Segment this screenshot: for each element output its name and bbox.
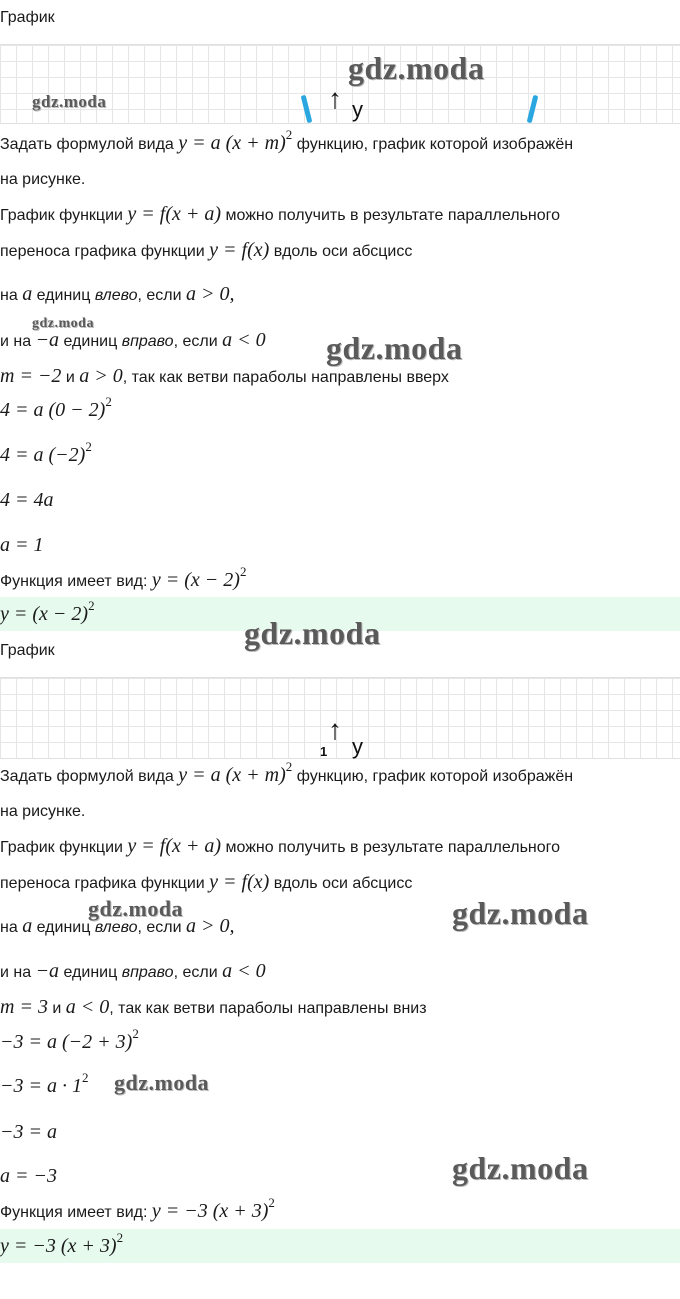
task1-step4: a = 1: [0, 534, 44, 556]
task2-step1: −3 = a $(-2 + 3)^2$: [0, 1026, 139, 1053]
task2-step4: a = −3: [0, 1165, 57, 1187]
watermark: gdz.moda: [452, 895, 589, 931]
task1-shift-rule: График функции y = f(x + a) можно получить в результате параллельного: [0, 203, 561, 225]
parabola-right-branch: [527, 95, 539, 123]
watermark: gdz.moda: [32, 316, 94, 331]
task2-statement-line2: на рисунке.: [0, 803, 86, 820]
watermark: gdz.moda: [348, 50, 485, 86]
task1-left-shift: на a единиц влево, если a > 0,: [0, 283, 235, 305]
task2-m-value: m = 3 и a < 0, так как ветви параболы направлены вниз: [0, 996, 427, 1018]
task2-result: Функция имеет вид: y = −3 $(x + 3)^2$: [0, 1195, 275, 1222]
task1-statement-line2: на рисунке.: [0, 171, 86, 188]
watermark: gdz.moda: [452, 1150, 589, 1186]
task2-graph: [0, 677, 680, 759]
task2-answer-box: [0, 1229, 680, 1263]
watermark: gdz.moda: [244, 615, 381, 651]
watermark: gdz.moda: [326, 330, 463, 366]
task1-shift-rule-line2: переноса графика функции y = f(x) вдоль оси абсцисс: [0, 239, 413, 261]
task2-shift-rule-line2: переноса графика функции y = f(x) вдоль оси абсцисс: [0, 871, 413, 893]
task1-step2: 4 = a $(-2)^2$: [0, 439, 92, 466]
watermark: gdz.moda: [32, 92, 107, 111]
task2-heading: График: [0, 642, 55, 659]
task1-statement: Задать формулой вида y = a $(x + m)^2$ функцию, график которой изображён: [0, 127, 574, 154]
parabola-left-branch: [301, 95, 313, 123]
task1-result: Функция имеет вид: $y = (x - 2)^2$: [0, 564, 247, 591]
task2-shift-rule: График функции y = f(x + a) можно получить в результате параллельного: [0, 835, 561, 857]
task1-answer: $y = (x - 2)^2$: [0, 598, 95, 625]
task1-step1: 4 = a $(0 - 2)^2$: [0, 394, 112, 421]
task2-statement: Задать формулой вида y = a $(x + m)^2$ функцию, график которой изображён: [0, 759, 574, 786]
task1-m-value: m = −2 и a > 0, так как ветви параболы направлены вверх: [0, 365, 449, 387]
task2-left-shift: на a единиц влево, если a > 0,: [0, 915, 235, 937]
task2-step2: $-3 = a \cdot 1^2$: [0, 1070, 89, 1097]
task1-heading: График: [0, 9, 55, 26]
y-axis-arrow-icon: ↑: [328, 714, 342, 745]
task2-answer: y = −3 $(x + 3)^2$: [0, 1230, 124, 1257]
task1-right-shift: и на −a единиц вправо, если a < 0: [0, 329, 266, 351]
task1-step3: 4 = 4a: [0, 489, 54, 511]
y-axis-tick-1: 1: [320, 744, 328, 759]
task2-step3: −3 = a: [0, 1121, 57, 1143]
task2-right-shift: и на −a единиц вправо, если a < 0: [0, 960, 266, 982]
y-axis-arrow-icon: ↑: [328, 83, 342, 114]
task1-graph: [0, 44, 680, 124]
y-axis-label: y: [352, 734, 363, 759]
watermark: gdz.moda: [114, 1070, 210, 1095]
watermark: gdz.moda: [88, 896, 184, 921]
y-axis-label: y: [352, 97, 363, 122]
